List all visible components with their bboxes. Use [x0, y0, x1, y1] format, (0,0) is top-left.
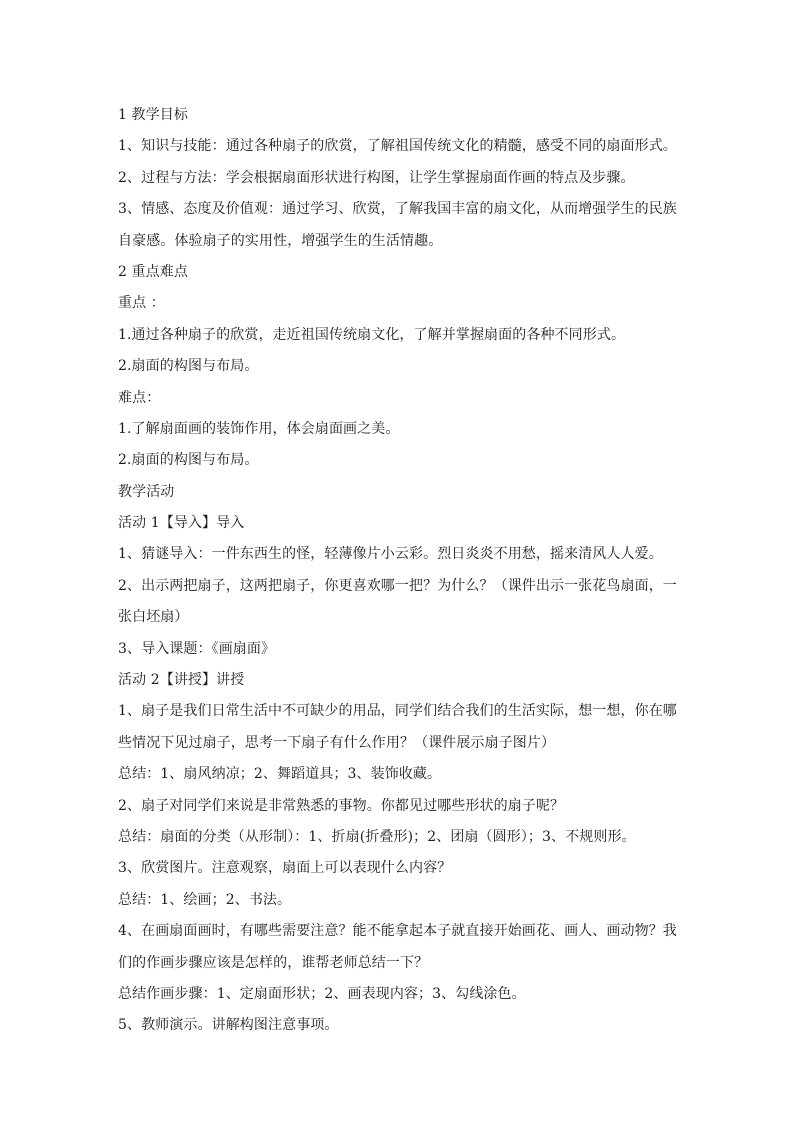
text-line: 2、扇子对同学们来说是非常熟悉的事物。你都见过哪些形状的扇子呢？ — [118, 797, 565, 814]
text-line: 1、知识与技能：通过各种扇子的欣赏，了解祖国传统文化的精髓，感受不同的扇面形式。 — [118, 138, 677, 155]
text-line: 1.了解扇面画的装饰作用，体会扇面画之美。 — [118, 420, 400, 437]
summary-line: 总结作画步骤：1、定扇面形状；2、画表现内容；3、勾线涂色。 — [118, 985, 526, 1002]
text-line: 2、出示两把扇子，这两把扇子，你更喜欢哪一把？为什么？（课件出示一张花鸟扇面，一 — [118, 577, 677, 594]
text-line: 3、导入课题：《画扇面》 — [118, 640, 276, 657]
subheading-key-point: 重点 ： — [118, 295, 165, 312]
text-line: 2.扇面的构图与布局。 — [118, 452, 259, 469]
text-line: 1、猜谜导入：一件东西生的怪，轻薄像片小云彩。烈日炎炎不用愁，摇来清风人人爱。 — [118, 546, 663, 563]
text-line: 2.扇面的构图与布局。 — [118, 358, 259, 375]
summary-line: 总结：1、扇风纳凉；2、舞蹈道具；3、装饰收藏。 — [118, 766, 442, 783]
summary-line: 总结：扇面的分类（从形制）：1、折扇(折叠形)；2、团扇（圆形）；3、不规则形。 — [118, 828, 636, 845]
section-heading-activities: 教学活动 — [118, 483, 175, 500]
text-line: 1.通过各种扇子的欣赏，走近祖国传统扇文化，了解并掌握扇面的各种不同形式。 — [118, 326, 626, 343]
text-line: 张白坯扇） — [118, 609, 189, 626]
text-line: 1、扇子是我们日常生活中不可缺少的用品，同学们结合我们的生活实际，想一想，你在哪 — [118, 703, 677, 720]
text-line: 5、教师演示。讲解构图注意事项。 — [118, 1017, 339, 1034]
text-line: 4、在画扇面画时，有哪些需要注意？能不能拿起本子就直接开始画花、画人、画动物？我 — [118, 923, 677, 940]
subheading-difficulty: 难点： — [118, 389, 161, 406]
section-heading-objectives: 1 教学目标 — [118, 107, 188, 123]
text-line: 3、欣赏图片。注意观察，扇面上可以表现什么内容？ — [118, 860, 452, 877]
text-line: 们的作画步骤应该是怎样的，谁帮老师总结一下？ — [118, 954, 429, 971]
section-heading-key-points: 2 重点难点 — [118, 263, 188, 280]
text-line: 3、情感、态度及价值观：通过学习、欣赏，了解我国丰富的扇文化，从而增强学生的民族 — [118, 201, 677, 218]
summary-line: 总结：1、绘画；2、书法。 — [118, 891, 292, 908]
text-line: 自豪感。体验扇子的实用性，增强学生的生活情趣。 — [118, 232, 443, 249]
activity-heading-1: 活动 1【导入】导入 — [118, 515, 245, 532]
text-line: 2、过程与方法：学会根据扇面形状进行构图，让学生掌握扇面作画的特点及步骤。 — [118, 169, 635, 186]
text-line: 些情况下见过扇子，思考一下扇子有什么作用？（课件展示扇子图片） — [118, 734, 556, 751]
document-page — [118, 100, 688, 1042]
activity-heading-2: 活动 2【讲授】讲授 — [118, 672, 245, 689]
